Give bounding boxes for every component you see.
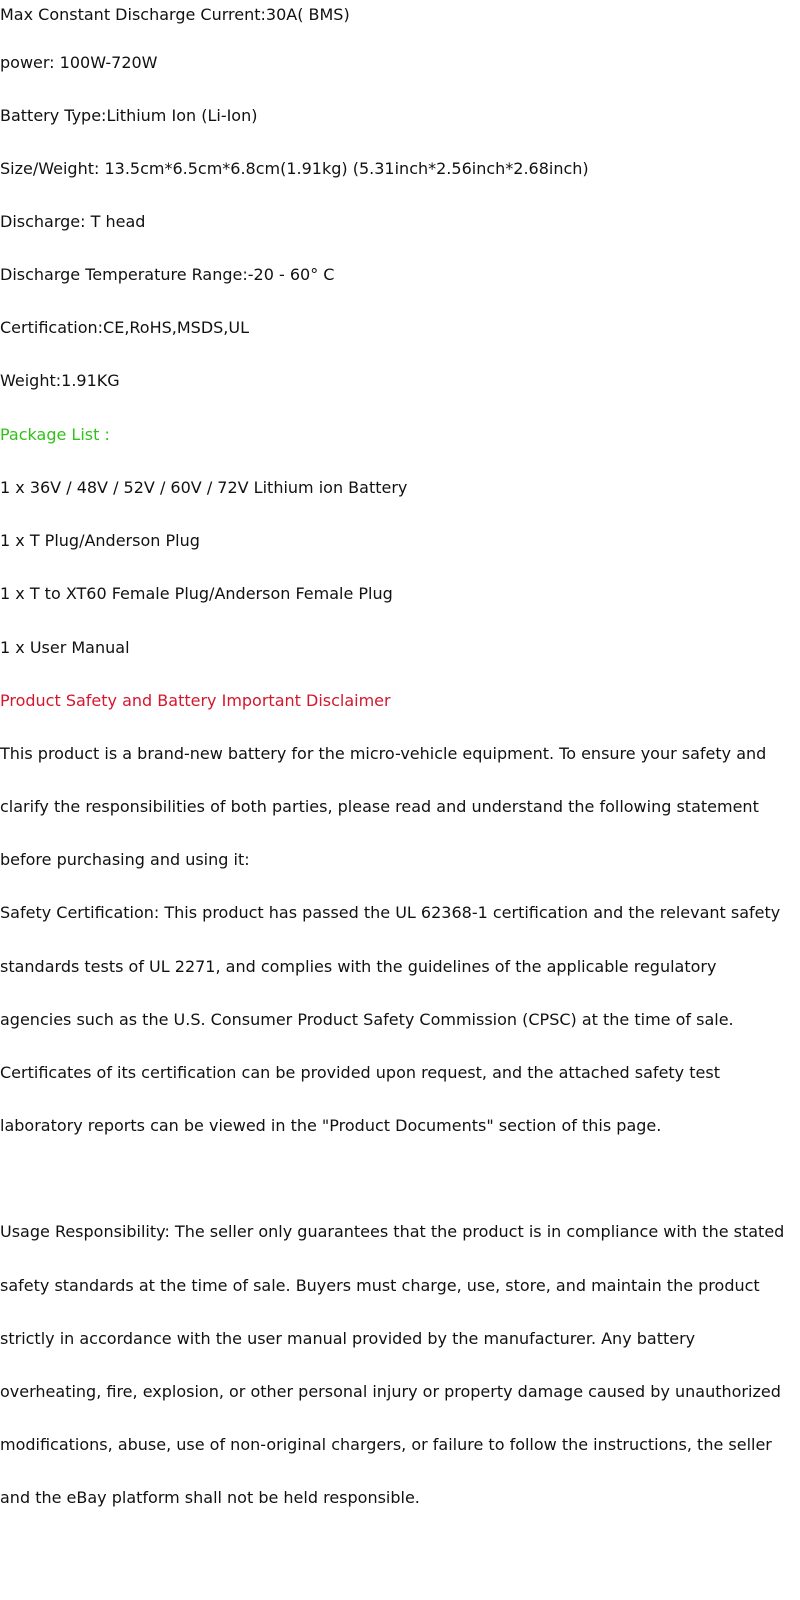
- disclaimer-line: Safety Certification: This product has passed the UL 62368-1 certification and the relevant safety: [0, 903, 781, 922]
- package-item: 1 x T to XT60 Female Plug/Anderson Female Plug: [0, 584, 393, 603]
- spec-weight: Weight:1.91KG: [0, 371, 120, 390]
- disclaimer-line: strictly in accordance with the user manual provided by the manufacturer. Any battery: [0, 1329, 696, 1348]
- disclaimer-heading: Product Safety and Battery Important Disclaimer: [0, 691, 391, 710]
- disclaimer-line: safety standards at the time of sale. Buyers must charge, use, store, and maintain the product: [0, 1276, 760, 1295]
- disclaimer-line: Usage Responsibility: The seller only guarantees that the product is in compliance with the stated: [0, 1222, 785, 1241]
- spec-size-weight: Size/Weight: 13.5cm*6.5cm*6.8cm(1.91kg) (5.31inch*2.56inch*2.68inch): [0, 159, 589, 178]
- package-item: 1 x User Manual: [0, 638, 130, 657]
- disclaimer-line: clarify the responsibilities of both parties, please read and understand the following statement: [0, 797, 759, 816]
- disclaimer-line: Certificates of its certification can be provided upon request, and the attached safety test: [0, 1063, 720, 1082]
- spec-discharge: Discharge: T head: [0, 212, 146, 231]
- disclaimer-blank-line: [0, 1164, 800, 1194]
- disclaimer-line: overheating, fire, explosion, or other personal injury or property damage caused by unauthorized: [0, 1382, 781, 1401]
- spec-discharge-temperature: Discharge Temperature Range:-20 - 60° C: [0, 265, 335, 284]
- disclaimer-line: laboratory reports can be viewed in the "Product Documents" section of this page.: [0, 1116, 662, 1135]
- spec-battery-type: Battery Type:Lithium Ion (Li-Ion): [0, 106, 258, 125]
- spec-max-discharge-current: Max Constant Discharge Current:30A( BMS): [0, 5, 350, 24]
- disclaimer-line: This product is a brand-new battery for the micro-vehicle equipment. To ensure your safety and: [0, 744, 767, 763]
- package-item: 1 x T Plug/Anderson Plug: [0, 531, 200, 550]
- package-list-heading: Package List :: [0, 425, 110, 444]
- disclaimer-line: modifications, abuse, use of non-original chargers, or failure to follow the instructions, the seller: [0, 1435, 772, 1454]
- package-item: 1 x 36V / 48V / 52V / 60V / 72V Lithium ion Battery: [0, 478, 408, 497]
- spec-power: power: 100W-720W: [0, 53, 158, 72]
- disclaimer-line: agencies such as the U.S. Consumer Product Safety Commission (CPSC) at the time of sale.: [0, 1010, 734, 1029]
- disclaimer-line: standards tests of UL 2271, and complies with the guidelines of the applicable regulatory: [0, 957, 717, 976]
- disclaimer-line: before purchasing and using it:: [0, 850, 250, 869]
- disclaimer-line: and the eBay platform shall not be held responsible.: [0, 1488, 420, 1507]
- spec-certification: Certification:CE,RoHS,MSDS,UL: [0, 318, 250, 337]
